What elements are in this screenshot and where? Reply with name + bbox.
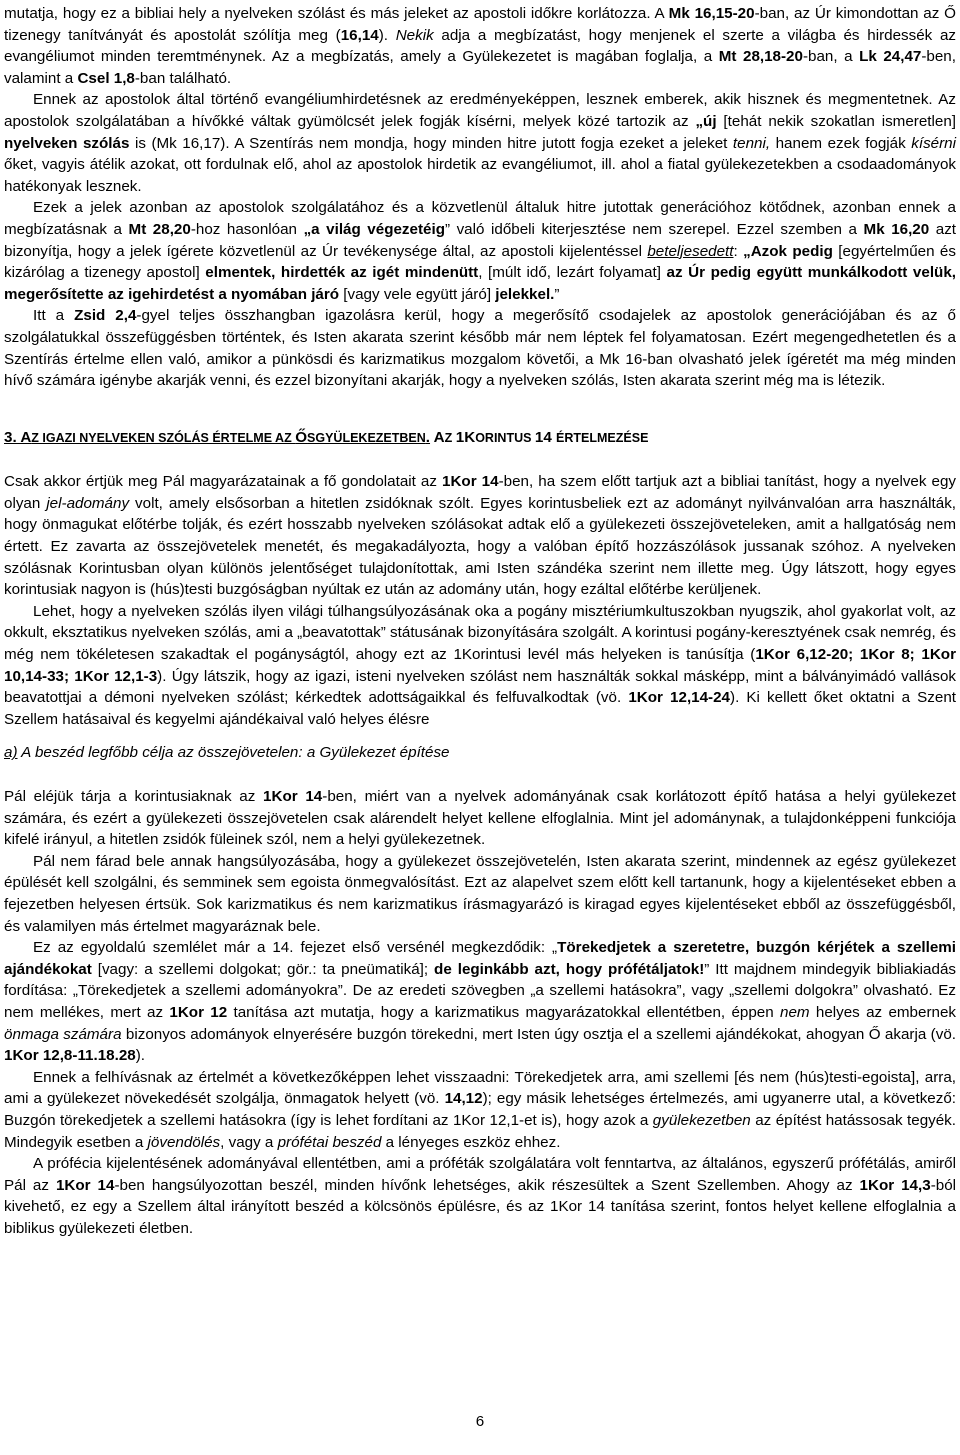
text-run: Nekik	[395, 26, 434, 44]
text-run: Ennek az apostolok által történő evangéliumhirdetésnek az eredményeképpen, lesznek emberek, akik hisznek és megmentetnek. Az apostolok szolgálatában a hívőkké váltak gyümölcsét jelek fogják kísérni, melyek közé tartozik az	[4, 91, 956, 130]
text-run: 16,14	[340, 26, 379, 44]
text-run: -ben hangsúlyozottan beszél, minden hívőnk lehetséges, akik részesültek a Szent Szellemben. Ahogy az	[114, 1176, 860, 1194]
text-run: .	[425, 428, 431, 446]
text-run: Lk 24,47	[859, 48, 922, 66]
paragraph-4	[4, 305, 956, 391]
text-run: -ben, valamint a	[4, 48, 956, 87]
text-run: 1Kor 12,8-11.18.28	[4, 1047, 136, 1065]
paragraph-10	[4, 1067, 956, 1153]
text-run: -ben, miért van a nyelvek adományának csak korlátozott építő hatása a helyi gyülekezet számára, és ezért a gyülekezeti összejövetelen csak alárendelt helyet kellene elfoglalnia. Mint jel adománynak, a tulajdonképpeni funkciója kifelé irányul, a hitetlen zsidók füleinek szól, nem a helyi gyülekezetnek.	[4, 788, 957, 849]
text-run: azt bizonyítja, hogy a jelek ígérete közvetlenül az Úr tevékenysége által, az apostoli kijelentéssel	[4, 220, 957, 260]
paragraph-8	[4, 851, 956, 937]
text-run: 1Kor 6,12-20; 1Kor 8; 1Kor 10,14-33; 1Kor 12,1-3	[4, 646, 956, 685]
section-heading	[4, 427, 956, 450]
paragraph-1	[4, 3, 956, 89]
text-run: -ból kivehető, ez egy a Szellem által irányított beszéd a kölcsönös épülésre, és az 1Kor 14 tanítása szerint, fontos helyet kellene elfoglalnia a biblikus gyülekezeti életben.	[4, 1176, 957, 1237]
text-run: ” való időbeli kiterjesztése nem szerepel. Ezzel szemben a	[444, 220, 864, 238]
paragraph-2	[4, 89, 956, 197]
text-run: hanem ezek fogják	[770, 134, 912, 152]
text-run: „Azok pedig	[743, 242, 833, 260]
text-run: Pál eléjük tárja a korintusiaknak az	[4, 788, 264, 805]
text-run: 1Kor 14,3	[859, 1176, 931, 1194]
text-run: a lényeges eszköz ehhez.	[381, 1133, 561, 1151]
text-run: SGYÜLEKEZETBEN	[307, 430, 426, 445]
paragraph-3	[4, 197, 956, 305]
text-run: prófétai beszéd	[277, 1133, 382, 1151]
subsection-heading	[4, 742, 956, 764]
text-run: Mt 28,20	[128, 220, 191, 238]
text-run: ).	[135, 1047, 145, 1065]
text-run: Itt a	[33, 307, 75, 325]
text-run: Törekedjetek a szeretetre, buzgón kérjétek a szellemi ajándékokat	[4, 939, 957, 978]
paragraph-6	[4, 601, 956, 731]
text-run: A prófécia kijelentésének adományával ellentétben, ami a próféták szolgálatára volt fenntartva, az általános, egyszerű prófétálás, amiről Pál az	[4, 1155, 956, 1194]
text-run: 14	[534, 428, 557, 446]
text-run: [tehát nekik szokatlan ismeretlen]	[716, 112, 956, 130]
text-run: -gyel teljes összhangban igazolásra kerül, hogy a megerősítő csodajelek az apostolok generációjában és az ő szolgálatukkal összefüggésben történtek, és Isten akarata szerint később már nem léptek fel folyamatosan. Ezért megengedhetetlen és a Szentírás értelme ellen való, amikor a pünkösdi és karizmatikus mozgalom követői, a Mk 16-ban olvasható jelek ígéretét ma még minden hívő számára igénybe akarják venni, és ezzel bizonyítani akarják, hogy a nyelveken szólás, Isten akarata szerint még ma is létezik.	[4, 307, 956, 390]
text-run: Z IGAZI NYELVEKEN SZÓLÁS ÉRTELME AZ	[31, 430, 296, 445]
paragraph-7	[4, 786, 956, 851]
text-run: 1Kor 14	[55, 1176, 115, 1194]
text-run: Mt 28,18-20	[718, 48, 803, 66]
text-run: Pál nem fárad bele annak hangsúlyozásába, hogy a gyülekezet összejövetelén, Isten akarata szerint, mindennek az egész gyülekezet épülését kell szolgálni, és semminek sem egoista önmegvalósítást. Ezt az alapelvet szem előtt kell tartanunk, hogy a kijelentéseket ebben a fejezetben helyesen értsük. Sok karizmatikus és nem karizmatikus írásmagyarázó is kiragad egyes kijelentéseket ebből az összefüggésből, és valamilyen más értelmet magyaráznak bele.	[4, 852, 956, 935]
text-run: Csak akkor értjük meg Pál magyarázatainak a fő gondolatait az	[4, 473, 443, 491]
text-run: ). Ki kellett őket oktatni a Szent Szellem hatásaival és kegyelmi ajándékaival való helyes élésre	[4, 689, 957, 728]
text-run: őket, vagyis átélik azokat, ott fordulnak elő, ahol az apostolok hirdetik az evangéliumot, ill. ahol a fiatal gyülekezetekben a csodaadományok hatékonyak lesznek.	[4, 156, 956, 195]
text-run: Csel 1,8	[77, 69, 135, 87]
text-run: [vagy: a szellemi dolgokat; gör.: ta pneümatiká];	[91, 960, 435, 978]
text-run: nyelveken szólás	[4, 134, 130, 152]
text-run: Ez az egyoldalú szemlélet már a 14. fejezet első versénél megkezdődik: „	[33, 939, 558, 957]
text-run: az építést hatássosak tegyék. Mindegyik esetben a	[4, 1111, 956, 1151]
text-run: önmaga számára	[4, 1025, 122, 1043]
text-run: „a világ végezetéig	[303, 220, 445, 238]
text-run: tenni,	[732, 134, 771, 152]
text-run: 14,12	[444, 1090, 483, 1108]
paragraph-5	[4, 471, 956, 601]
text-run: helyes az embernek	[809, 1003, 956, 1021]
text-run: mutatja, hogy ez a bibliai hely a nyelveken szólást és más jeleket az apostoli időkre korlátozza. A	[4, 5, 669, 22]
text-run: gyülekezetben	[652, 1111, 751, 1129]
text-run: 1Kor 12,14-24	[628, 689, 731, 707]
text-run: adja a megbízatást, hogy menjenek el szerte a világba és hirdessék az evangéliumot minden teremtménynek. Az a megbízatás, amely a Gyülekezetet is magában foglalja, a	[4, 26, 956, 66]
text-run: 1Kor 14	[442, 473, 499, 491]
text-run: A	[430, 428, 445, 446]
text-run: volt, amely elsősorban a hitetlen zsidóknak szólt. Egyes korintusbeliek ezt az adományt nyilvánvalóan arra használták, hogy önmagukat előtérbe tolják, és ezért hosszabb nyelveken szólásokat adtak elő a gyülekezeti összejöveteleken, amit a hallgatóság nem értett. Ez zavarta az összejövetelek menetét, és megakadályozta, hogy a valóban építő hozzászólások jussanak szóhoz. A nyelveken szólásnak Korintusban olyan különös jelentőséget tulajdonítottak, ami Isten szándéka szerint nem illette meg. Úgy látszott, hogy egyes korintusiak nagyon is (hús)testi buzgóságban nyúltak ez után az adomány után, hogy ezáltal előtérbe kerüljenek.	[4, 494, 957, 599]
text-run: Ezek a jelek azonban az apostolok szolgálatához és a közvetlenül általuk hitre jutottak generációhoz kötődnek, azonban ennek a megbízatásnak a	[4, 199, 956, 238]
text-run: , [múlt idő, lezárt folyamat]	[478, 264, 667, 282]
paragraph-9	[4, 937, 956, 1067]
text-run: nem	[780, 1003, 810, 1021]
text-run: Ő	[295, 428, 308, 446]
text-run: , vagy a	[220, 1133, 278, 1151]
text-run: ”	[554, 285, 560, 303]
text-run: ” Itt majdnem mindegyik bibliakiadás fordítása: „Törekedjetek a szellemi adományokra”. De az eredeti szövegben „a szellemi hatásokra”, vagy „szellemi dolgokra” olvasható. Ez nem mellékes, mert az	[4, 960, 956, 1021]
text-run: [vagy vele együtt járó]	[339, 285, 496, 303]
document-page	[4, 3, 956, 1239]
text-run: „új	[695, 112, 717, 130]
text-run: ). Úgy látszik, hogy az igazi, isteni nyelveken szólást nem használták sokkal másképp, mint a bálványimádó vallások beavatottjai a démoni nyelveken szólást; kérkedtek adottságaikkal és felfuvalkodtak (vö.	[4, 667, 956, 707]
text-run: de leginkább azt, hogy prófétáljatok!	[434, 960, 705, 978]
text-run: tanítása azt mutatja, hogy a karizmatikus magyarázatokkal ellentétben, éppen	[227, 1003, 781, 1021]
text-run: ÉRTELMEZÉSE	[556, 430, 649, 445]
text-run: A beszéd legfőbb célja az összejövetelen: a Gyülekezet építése	[17, 744, 450, 762]
text-run: a)	[4, 744, 18, 762]
text-run: :	[733, 242, 744, 260]
text-run: [egyértelműen és kizárólag a tizenegy apostol]	[4, 242, 956, 282]
page-number: 6	[475, 1413, 485, 1430]
text-run: Ennek a felhívásnak az értelmét a következőképpen lehet visszaadni: Törekedjetek arra, ami szellemi [és nem (hús)testi-egoista], arra, ami a gyülekezet növekedését szolgálja, önmagatok helyett (vö.	[4, 1068, 956, 1108]
text-run: ).	[378, 26, 396, 44]
paragraph-11	[4, 1153, 956, 1239]
text-run: 1K	[455, 428, 476, 446]
text-run: Lehet, hogy a nyelveken szólás ilyen világi túlhangsúlyozásának oka a pogány misztériumkultuszokban nyugszik, ahol gyakorlat volt, az okkult, eksztatikus nyelveken szólás, ami a „beavatottak” státusának bizonyítására szolgált. A korintusi pogány-keresztyének csak nemrég, és még nem tökéletesen szakadtak el pogányságtól, ahogy ezt az 1Korintusi levél más helyeken is tanúsítja (	[4, 602, 956, 664]
text-run: -ban, az Úr kimondottan az Ő tizenegy tanítványát és apostolát szólítja meg (	[4, 5, 956, 44]
text-run: Mk 16,15-20	[668, 5, 755, 22]
text-run: is (Mk 16,17). A Szentírás nem mondja, hogy minden hitre jutott fogja ezeket a jeleket	[129, 134, 733, 152]
text-run: 1Kor 14	[263, 788, 323, 805]
text-run: -ban található.	[134, 69, 232, 87]
text-run: Z	[444, 430, 456, 445]
text-run: jövendölés	[147, 1133, 221, 1151]
text-run: 3. A	[4, 428, 32, 446]
text-run: -ben, ha szem előtt tartjuk azt a bibliai tanítást, hogy a nyelvek egy olyan	[4, 473, 956, 512]
text-run: az Úr pedig együtt munkálkodott velük, megerősítette az igehirdetést a nyomában járó	[4, 264, 956, 303]
text-run: -ban, a	[802, 48, 860, 66]
text-run: -hoz hasonlóan	[190, 220, 304, 238]
text-run: ORINTUS	[475, 430, 535, 445]
text-run: beteljesedett	[647, 242, 734, 260]
text-run: 1Kor 12	[169, 1003, 228, 1021]
text-run: jel-adomány	[46, 494, 130, 512]
text-run: Zsid 2,4	[74, 307, 137, 325]
text-run: bizonyos adományok elnyerésére buzgón törekedni, mert Isten úgy osztja el a szellemi ajándékokat, ahogyan Ő akarja (vö.	[121, 1025, 956, 1043]
text-run: Mk 16,20	[863, 220, 930, 238]
text-run: ); egy másik lehetséges értelmezés, ami ugyanerre utal, a következő: Buzgón törekedjetek a szellemi hatásokra (így is lehet fordítani az 1Kor 12,1-et is), hogy azok a	[4, 1090, 956, 1129]
text-run: jelekkel.	[495, 285, 555, 303]
text-run: kísérni	[911, 134, 956, 152]
text-run: elmentek, hirdették az igét mindenütt	[205, 264, 479, 282]
